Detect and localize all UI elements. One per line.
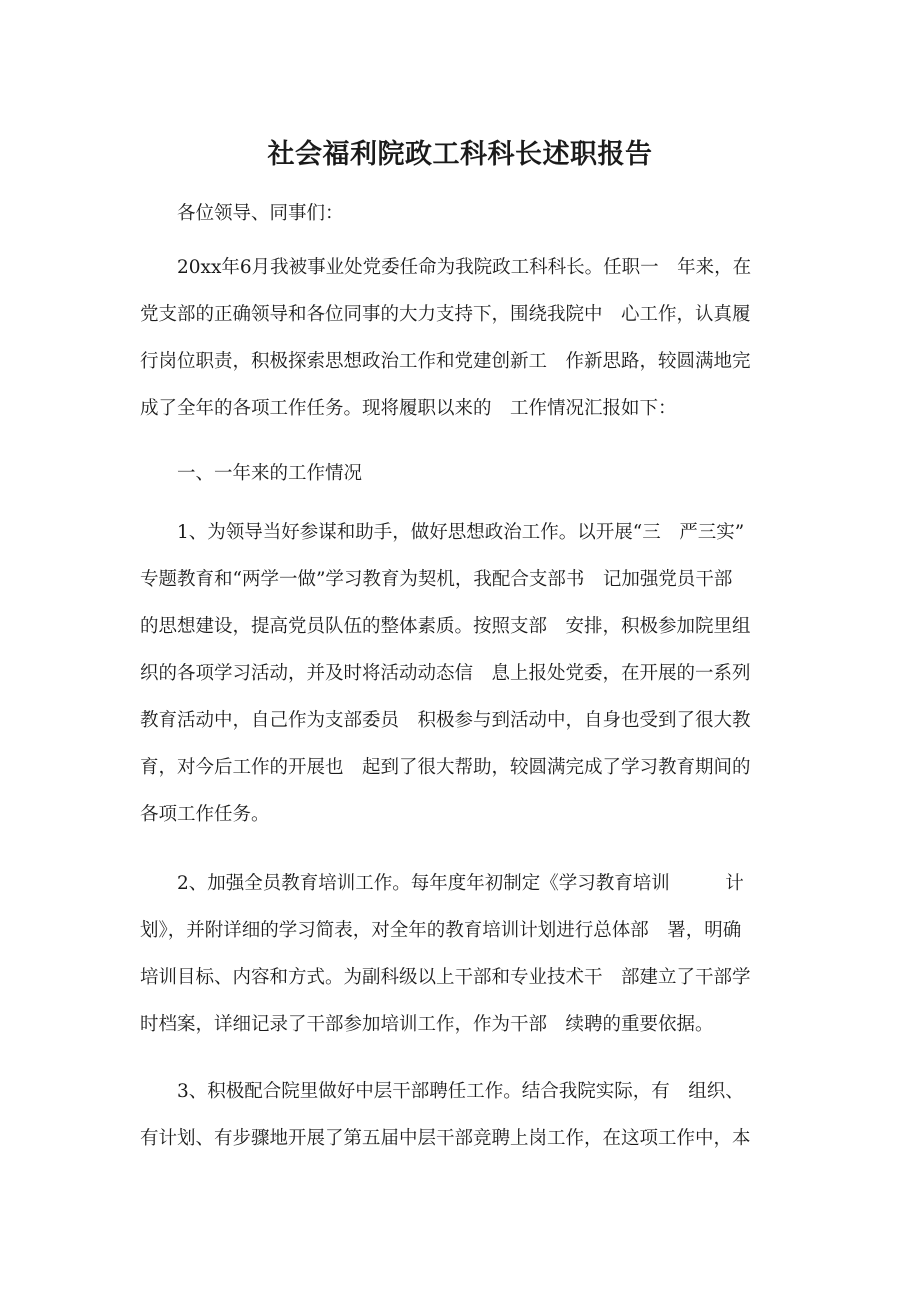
paragraph-line: 党支部的正确领导和各位同事的大力支持下，围绕我院中 心工作，认真履	[140, 304, 751, 325]
paragraph-item-2	[140, 860, 800, 1048]
paragraph-line: 2、加强全员教育培训工作。每年度年初制定《学习教育培训 计	[177, 873, 744, 894]
paragraph-line: 时档案，详细记录了干部参加培训工作，作为干部 续聘的重要依据。	[140, 1014, 714, 1035]
paragraph-line: 有计划、有步骤地开展了第五届中层干部竞聘上岗工作，在这项工作中，本	[140, 1128, 751, 1149]
salutation	[140, 190, 800, 237]
paragraph-line: 1、为领导当好参谋和助手，做好思想政治工作。以开展“三 严三实”	[177, 522, 745, 543]
paragraph-intro	[140, 244, 800, 432]
paragraph-line: 织的各项学习活动，并及时将活动动态信 息上报处党委，在开展的一系列	[140, 663, 751, 684]
paragraph-item-3	[140, 1068, 800, 1162]
paragraph-line: 各项工作任务。	[140, 804, 270, 825]
paragraph-line: 20xx年6月我被事业处党委任命为我院政工科科长。任职一 年来，在	[177, 257, 752, 278]
paragraph-line: 的思想建设，提高党员队伍的整体素质。按照支部 安排，积极参加院里组	[140, 616, 751, 637]
salutation-line: 各位领导、同事们：	[177, 203, 344, 224]
paragraph-line: 育，对今后工作的开展也 起到了很大帮助，较圆满完成了学习教育期间的	[140, 757, 751, 778]
paragraph-line: 教育活动中，自己作为支部委员 积极参与到活动中，自身也受到了很大教	[140, 710, 751, 731]
section-heading-text: 一、一年来的工作情况	[177, 463, 363, 484]
page-title: 社会福利院政工科科长述职报告	[267, 139, 653, 170]
paragraph-line: 成了全年的各项工作任务。现将履职以来的 工作情况汇报如下：	[140, 398, 677, 419]
section-heading	[140, 450, 800, 497]
paragraph-line: 划》，并附详细的学习简表，对全年的教育培训计划进行总体部 署，明确	[140, 920, 742, 941]
paragraph-item-1	[140, 509, 800, 838]
paragraph-line: 培训目标、内容和方式。为副科级以上干部和专业技术干 部建立了干部学	[140, 967, 751, 988]
paragraph-line: 专题教育和“两学一做”学习教育为契机，我配合支部书 记加强党员干部	[140, 569, 733, 590]
paragraph-line: 行岗位职责，积极探索思想政治工作和党建创新工 作新思路，较圆满地完	[140, 351, 751, 372]
paragraph-line: 3、积极配合院里做好中层干部聘任工作。结合我院实际，有 组织、	[177, 1081, 744, 1102]
